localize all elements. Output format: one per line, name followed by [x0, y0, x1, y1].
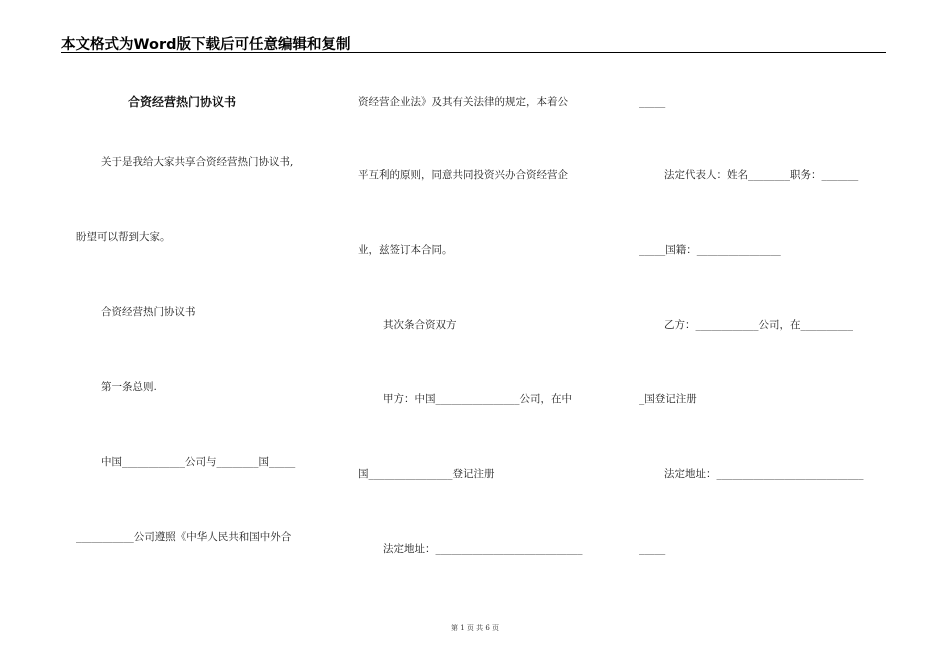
paragraph-line: 法定代表人：姓名________职务：_______: [664, 169, 859, 181]
paragraph-line: 第一条总则.: [101, 381, 157, 393]
paragraph-line: _____国籍：________________: [639, 244, 781, 256]
paragraph-line: 乙方：____________公司，在__________: [664, 319, 853, 331]
paragraph-line: ___________公司遵照《中华人民共和国中外合: [76, 531, 292, 543]
page-number: 第 1 页 共 6 页: [450, 624, 500, 632]
paragraph-line: 业，兹签订本合同。: [358, 244, 453, 256]
paragraph-line: 其次条合资双方: [383, 319, 457, 331]
paragraph-line: _国登记注册: [639, 393, 697, 405]
paragraph-line: 合资经营热门协议书: [101, 306, 196, 318]
paragraph-line: 法定地址：____________________________: [664, 468, 864, 480]
paragraph-line: 关于是我给大家共享合资经营热门协议书,: [101, 156, 294, 168]
paragraph-line: _____: [639, 543, 666, 555]
paragraph-line: 中国____________公司与________国_____: [101, 456, 296, 468]
header-rule: [61, 52, 886, 53]
paragraph-line: 盼望可以帮到大家。: [76, 231, 171, 243]
paragraph-line: _____: [639, 96, 666, 108]
paragraph-line: 国________________登记注册: [358, 468, 495, 480]
header-title: 本文格式为Word版下载后可任意编辑和复制: [61, 37, 351, 53]
paragraph-line: 资经营企业法》及其有关法律的规定，本着公: [358, 96, 568, 108]
paragraph-line: 甲方：中国________________公司，在中: [383, 393, 572, 405]
paragraph-line: 法定地址：____________________________: [383, 543, 583, 555]
paragraph-line: 平互利的原则，同意共同投资兴办合资经营企: [358, 169, 568, 181]
document-title: 合资经营热门协议书: [128, 95, 237, 109]
